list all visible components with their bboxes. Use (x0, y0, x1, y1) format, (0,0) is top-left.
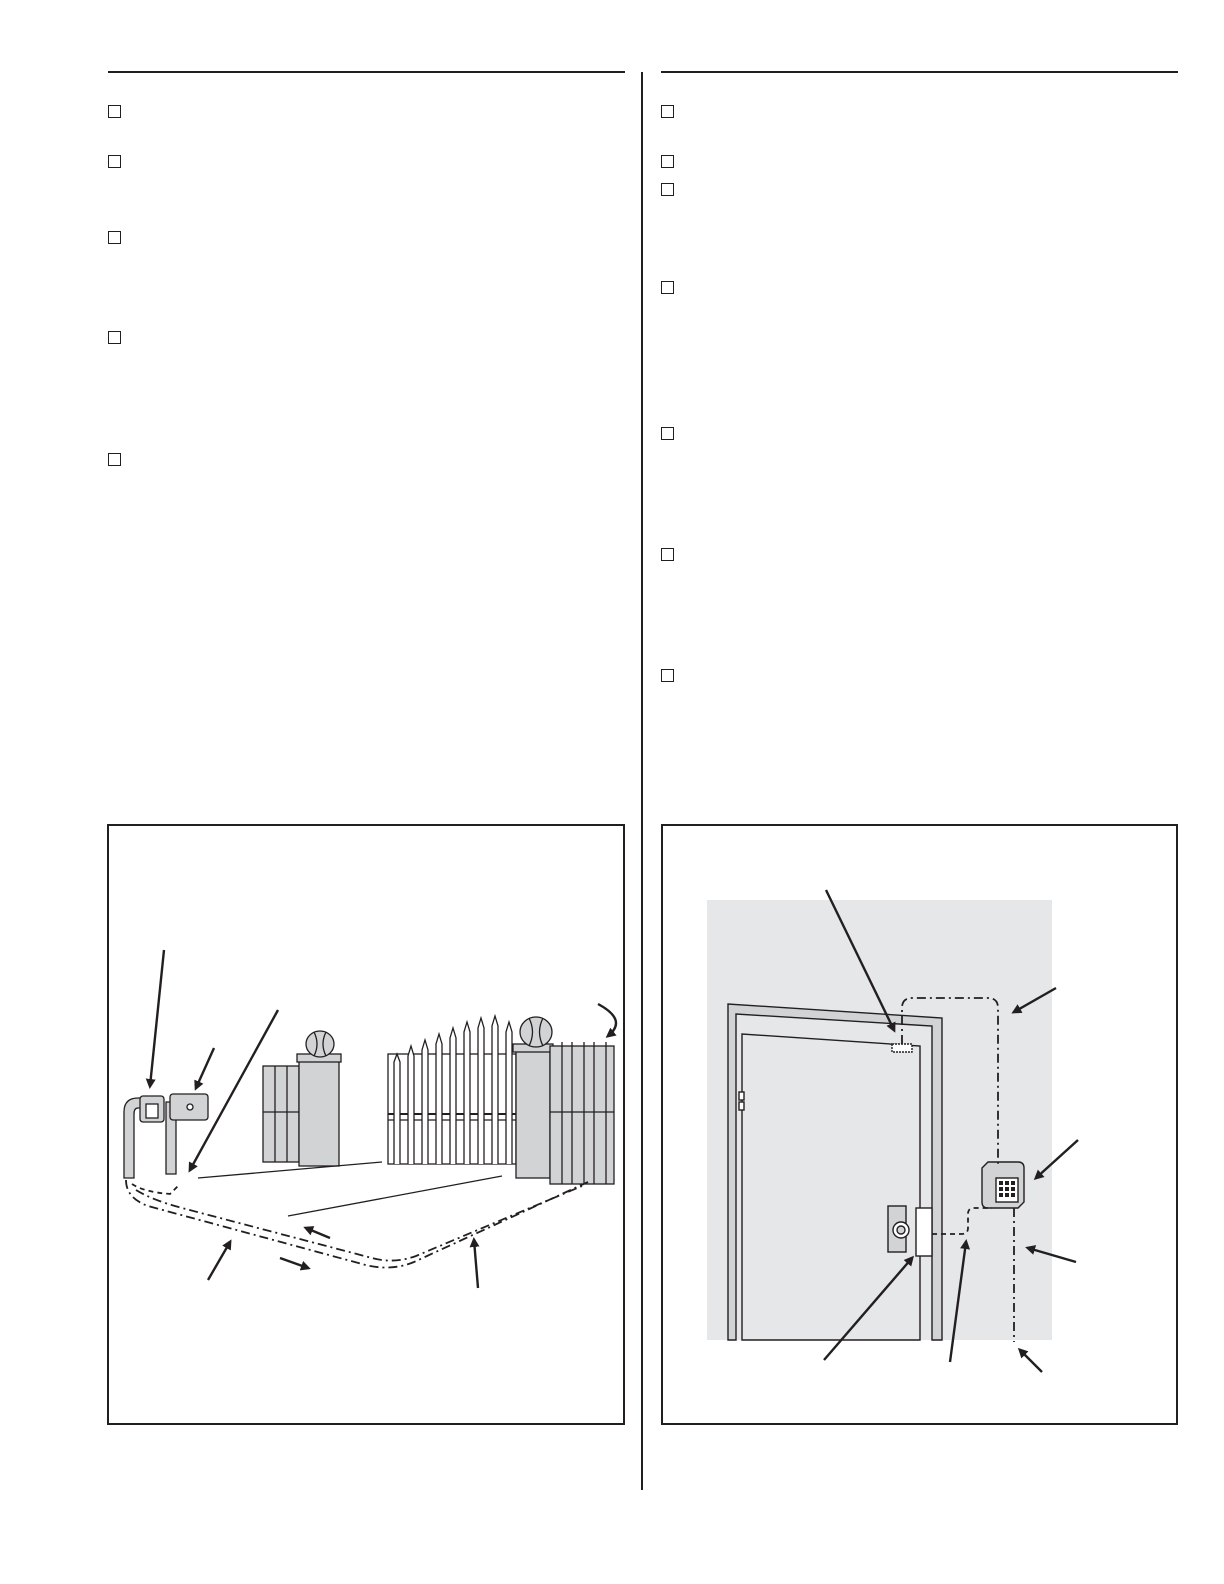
left-checklist-checkbox[interactable] (108, 453, 121, 466)
door-illustration (663, 826, 1176, 1423)
left-checklist-checkbox[interactable] (108, 331, 121, 344)
right-checklist-checkbox[interactable] (661, 183, 674, 196)
right-column-top-rule (661, 71, 1178, 73)
left-checklist-checkbox[interactable] (108, 155, 121, 168)
column-divider (641, 72, 643, 1490)
callout-arrow (208, 1242, 230, 1280)
right-gate-pillar (516, 1050, 550, 1178)
callout-arrow (196, 1048, 214, 1088)
callout-arrow (474, 1240, 478, 1288)
door-slab (742, 1034, 920, 1340)
left-pillar-finial (306, 1031, 334, 1057)
right-checklist-checkbox[interactable] (661, 669, 674, 682)
right-checklist-checkbox[interactable] (661, 548, 674, 561)
callout-arrow (280, 1258, 308, 1268)
right-pillar-finial (520, 1017, 552, 1047)
right-checklist-checkbox[interactable] (661, 281, 674, 294)
door-position-switch (892, 1044, 912, 1052)
right-checklist-checkbox[interactable] (661, 155, 674, 168)
left-checklist-checkbox[interactable] (108, 231, 121, 244)
left-gate-pillar (299, 1060, 339, 1166)
left-column-top-rule (108, 71, 625, 73)
right-checklist-checkbox[interactable] (661, 105, 674, 118)
callout-arrow (598, 1004, 616, 1036)
callout-arrow (306, 1228, 330, 1238)
fence-panel (263, 1066, 299, 1162)
door-installation-figure (661, 824, 1178, 1425)
right-checklist-checkbox[interactable] (661, 427, 674, 440)
callout-arrow (1020, 1350, 1042, 1372)
gate-illustration (109, 826, 623, 1423)
wire-path-inner (136, 1186, 582, 1261)
electric-strike (916, 1208, 932, 1256)
left-checklist-checkbox[interactable] (108, 105, 121, 118)
gate-installation-figure (107, 824, 625, 1425)
callout-arrow (150, 950, 164, 1086)
right-fence (550, 1046, 614, 1184)
